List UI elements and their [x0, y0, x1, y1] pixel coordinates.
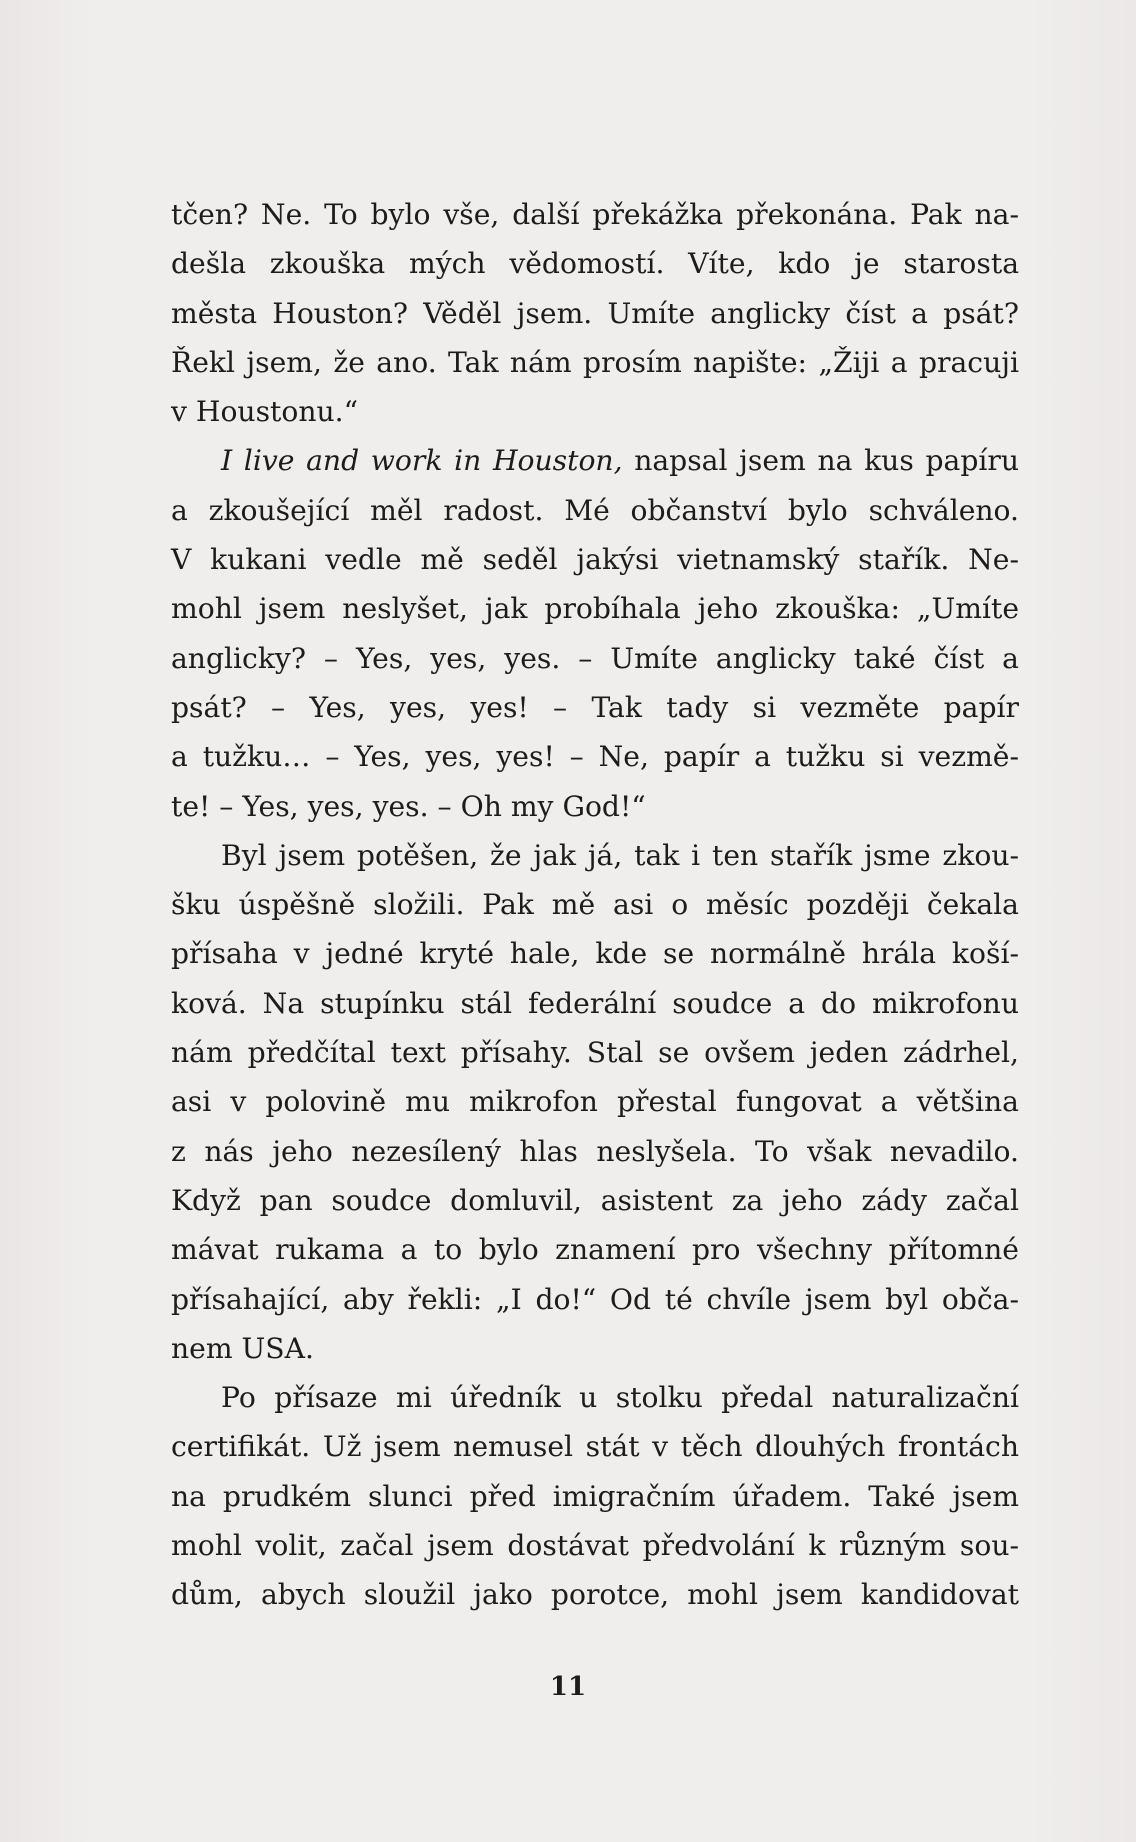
text-line: dům, abych sloužil jako porotce, mohl jsem kandidovat: [171, 1578, 1019, 1612]
text-line: ková. Na stupínku stál federální soudce a do mikrofonu: [171, 986, 1019, 1020]
text-line: Po přísaze mi úředník u stolku předal naturalizační: [221, 1381, 1019, 1415]
text-line-rest: napsal jsem na kus papíru: [622, 444, 1020, 478]
text-line: anglicky? – Yes, yes, yes. – Umíte anglicky také číst a: [171, 641, 1019, 675]
text-line: Byl jsem potěšen, že jak já, tak i ten stařík jsme zkou-: [221, 838, 1019, 872]
text-line: mávat rukama a to bylo znamení pro všechny přítomné: [171, 1233, 1019, 1267]
text-line: asi v polovině mu mikrofon přestal fungovat a většina: [171, 1085, 1019, 1119]
paragraph-2: [171, 436, 1019, 830]
text-line: mohl jsem neslyšet, jak probíhala jeho zkouška: „Umíte: [171, 592, 1019, 626]
text-line: V kukani vedle mě seděl jakýsi vietnamský stařík. Ne-: [171, 543, 1019, 577]
text-line: tčen? Ne. To bylo vše, další překážka překonána. Pak na-: [171, 198, 1019, 231]
text-line: Když pan soudce domluvil, asistent za jeho zády začal: [171, 1183, 1019, 1217]
text-line: na prudkém slunci před imigračním úřadem. Také jsem: [171, 1479, 1019, 1513]
text-line: šku úspěšně složili. Pak mě asi o měsíc později čekala: [171, 888, 1019, 922]
text-line: a tužku… – Yes, yes, yes! – Ne, papír a tužku si vezmě-: [171, 740, 1019, 774]
text-line: Řekl jsem, že ano. Tak nám prosím napište: „Žiji a pracuji: [171, 345, 1019, 379]
text-line: přísaha v jedné kryté hale, kde se normálně hrála koší-: [171, 937, 1019, 971]
text-line: dešla zkouška mých vědomostí. Víte, kdo je starosta: [171, 247, 1019, 281]
text-line: te! – Yes, yes, yes. – Oh my God!“: [171, 789, 646, 823]
text-line: mohl volit, začal jsem dostávat předvolání k různým sou-: [171, 1529, 1019, 1563]
body-text: [171, 190, 1019, 1620]
text-line: města Houston? Věděl jsem. Umíte anglicky číst a psát?: [171, 296, 1019, 330]
text-line: psát? – Yes, yes, yes! – Tak tady si vezměte papír: [171, 690, 1019, 724]
text-line: z nás jeho nezesílený hlas neslyšela. To však nevadilo.: [171, 1134, 1019, 1168]
text-line: a zkoušející měl radost. Mé občanství bylo schváleno.: [171, 493, 1019, 527]
text-line: certifikát. Už jsem nemusel stát v těch dlouhých frontách: [171, 1430, 1019, 1464]
text-line: v Houstonu.“: [171, 395, 359, 429]
text-line: nem USA.: [171, 1331, 314, 1365]
text-line: [171, 436, 1019, 485]
italic-quote: I live and work in Houston,: [221, 444, 623, 478]
paragraph-3: [171, 831, 1019, 1373]
page-number: 11: [549, 1672, 587, 1702]
paragraph-1: [171, 190, 1019, 436]
text-line: nám předčítal text přísahy. Stal se ovšem jeden zádrhel,: [171, 1036, 1019, 1070]
paragraph-4: [171, 1373, 1019, 1619]
text-line: přísahající, aby řekli: „I do!“ Od té chvíle jsem byl obča-: [171, 1282, 1019, 1316]
